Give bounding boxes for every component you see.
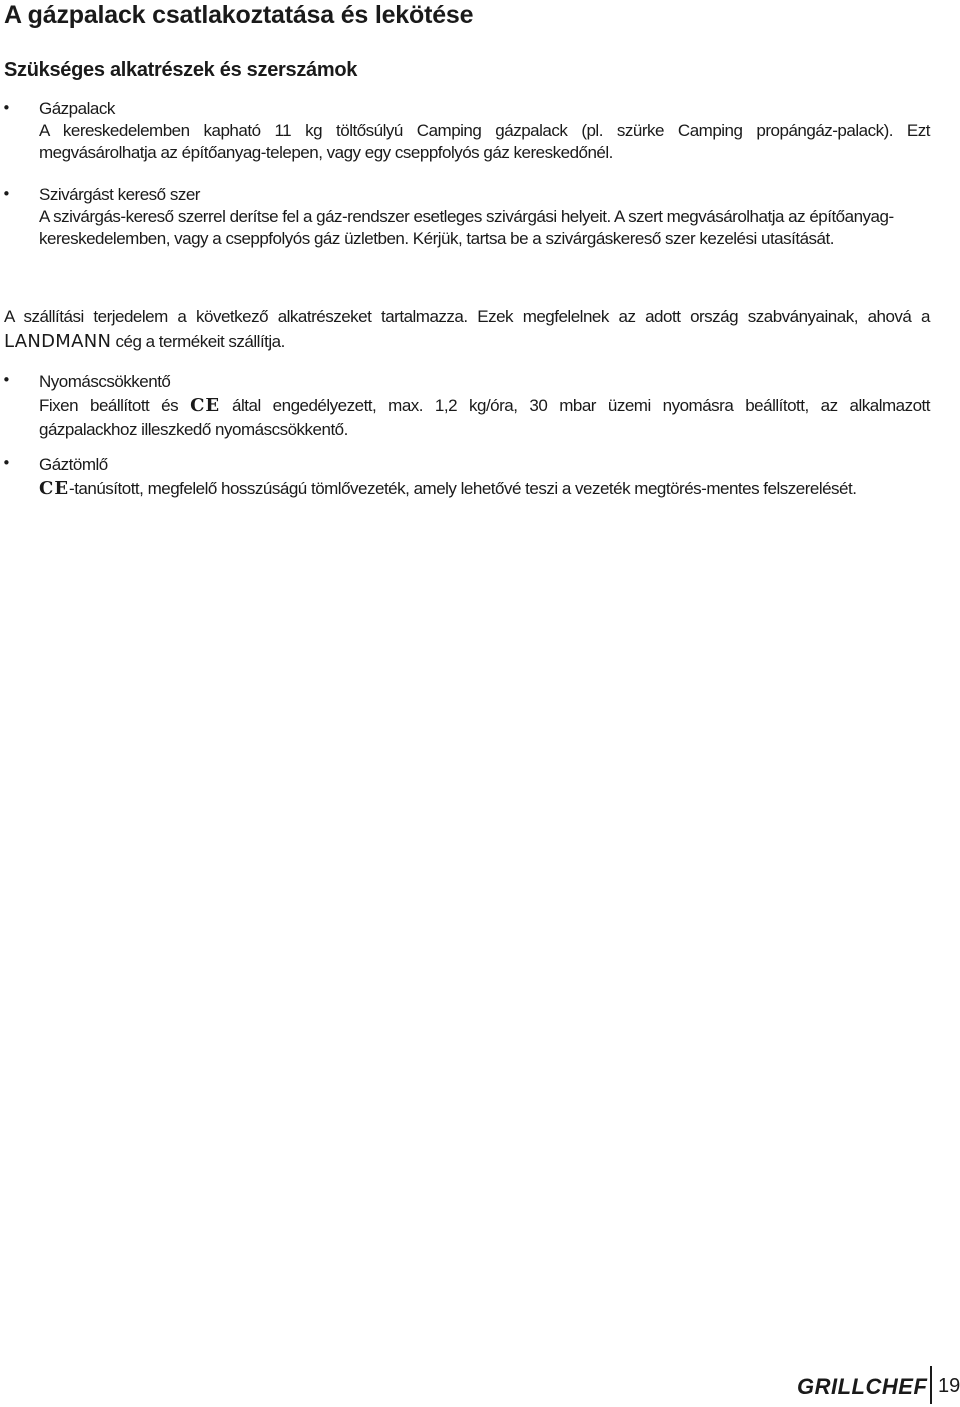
item-text: -tanúsított, megfelelő hosszúságú tömlővezeték, amely lehetővé teszi a vezeték megtörés-mentes felszerelését. bbox=[69, 479, 857, 498]
item-text: Fixen beállított és bbox=[39, 396, 191, 415]
footer-divider bbox=[930, 1366, 932, 1404]
ce-mark-icon: CE bbox=[190, 395, 221, 416]
item-title: Gázpalack bbox=[39, 99, 115, 118]
bullet: • bbox=[2, 185, 11, 203]
bullet: • bbox=[2, 371, 11, 389]
ce-mark-icon: CE bbox=[39, 478, 70, 499]
scope-paragraph bbox=[4, 304, 930, 354]
page-number: 19 bbox=[938, 1375, 960, 1397]
item-text-line: A kereskedelemben kapható 11 kg töltősúlyú Camping gázpalack (pl. szürke Camping propángáz-palack). Ezt bbox=[39, 121, 930, 140]
bullet: • bbox=[2, 99, 11, 117]
bullet: • bbox=[2, 454, 11, 472]
scope-line-rest: cég a termékeit szállítja. bbox=[111, 332, 285, 351]
item-title: Gáztömlő bbox=[39, 455, 108, 474]
item-text-line: megvásárolhatja az építőanyag-telepen, vagy egy cseppfolyós gáz kereskedőnél. bbox=[39, 143, 613, 162]
item-text-line: kereskedelemben, vagy a cseppfolyós gáz üzletben. Kérjük, tartsa be a szivárgáskereső szer kezelési utasítását. bbox=[39, 229, 834, 248]
section-subheading: Szükséges alkatrészek és szerszámok bbox=[4, 59, 358, 81]
item-text-line: gázpalackhoz illeszkedő nyomáscsökkentő. bbox=[39, 420, 348, 439]
page-heading: A gázpalack csatlakoztatása és lekötése bbox=[4, 1, 474, 29]
grillchef-logo: GRILLCHEF bbox=[797, 1374, 928, 1399]
scope-line: A szállítási terjedelem a következő alkatrészeket tartalmazza. Ezek megfelelnek az adott ország szabványainak, ahová a bbox=[4, 307, 930, 326]
landmann-brand: LANDMANN bbox=[4, 331, 112, 352]
item-text-line: A szivárgás-kereső szerrel derítse fel a gáz-rendszer esetleges szivárgási helyeit. A szert megvásárolhatja az építőanyag- bbox=[39, 207, 894, 226]
item-title: Szivárgást kereső szer bbox=[39, 185, 200, 204]
item-title: Nyomáscsökkentő bbox=[39, 372, 171, 391]
item-text: által engedélyezett, max. 1,2 kg/óra, 30 mbar üzemi nyomásra beállított, az alkalmazott bbox=[220, 396, 930, 415]
